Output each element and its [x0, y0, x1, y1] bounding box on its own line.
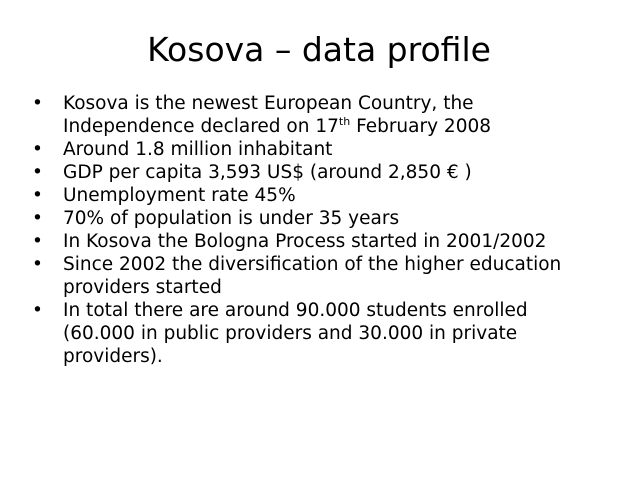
bullet-item-students: [32, 299, 592, 368]
bullet-icon: •: [32, 162, 43, 183]
slide-title: Kosova – data profile: [147, 30, 491, 69]
bullet-text-continued: February 2008: [350, 116, 492, 137]
bullet-text: In total there are around 90.000 students enrolled (60.000 in public providers and 30.000 in private providers).: [63, 300, 528, 367]
bullet-superscript: th: [338, 114, 351, 128]
bullet-icon: •: [32, 185, 43, 206]
bullet-item-population: [32, 138, 592, 161]
bullet-icon: •: [32, 208, 43, 229]
bullet-icon: •: [32, 300, 43, 321]
bullet-item-unemployment: [32, 184, 592, 207]
bullet-text: Unemployment rate 45%: [63, 185, 296, 206]
bullet-icon: •: [32, 139, 43, 160]
bullet-list: [32, 92, 592, 368]
bullet-text: In Kosova the Bologna Process started in 2001/2002: [63, 231, 547, 252]
bullet-text: Around 1.8 million inhabitant: [63, 139, 333, 160]
bullet-text: GDP per capita 3,593 US$ (around 2,850 € ): [63, 162, 472, 183]
bullet-item-youth: [32, 207, 592, 230]
bullet-icon: •: [32, 93, 43, 114]
bullet-item-bologna: [32, 230, 592, 253]
bullet-item-independence: [32, 92, 592, 138]
bullet-text: 70% of population is under 35 years: [63, 208, 400, 229]
bullet-item-gdp: [32, 161, 592, 184]
bullet-text: Since 2002 the diversification of the higher education providers started: [63, 254, 562, 298]
bullet-text: Kosova is the newest European Country, the Independence declared on 17: [63, 93, 474, 137]
bullet-icon: •: [32, 254, 43, 275]
bullet-item-diversification: [32, 253, 592, 299]
bullet-icon: •: [32, 231, 43, 252]
